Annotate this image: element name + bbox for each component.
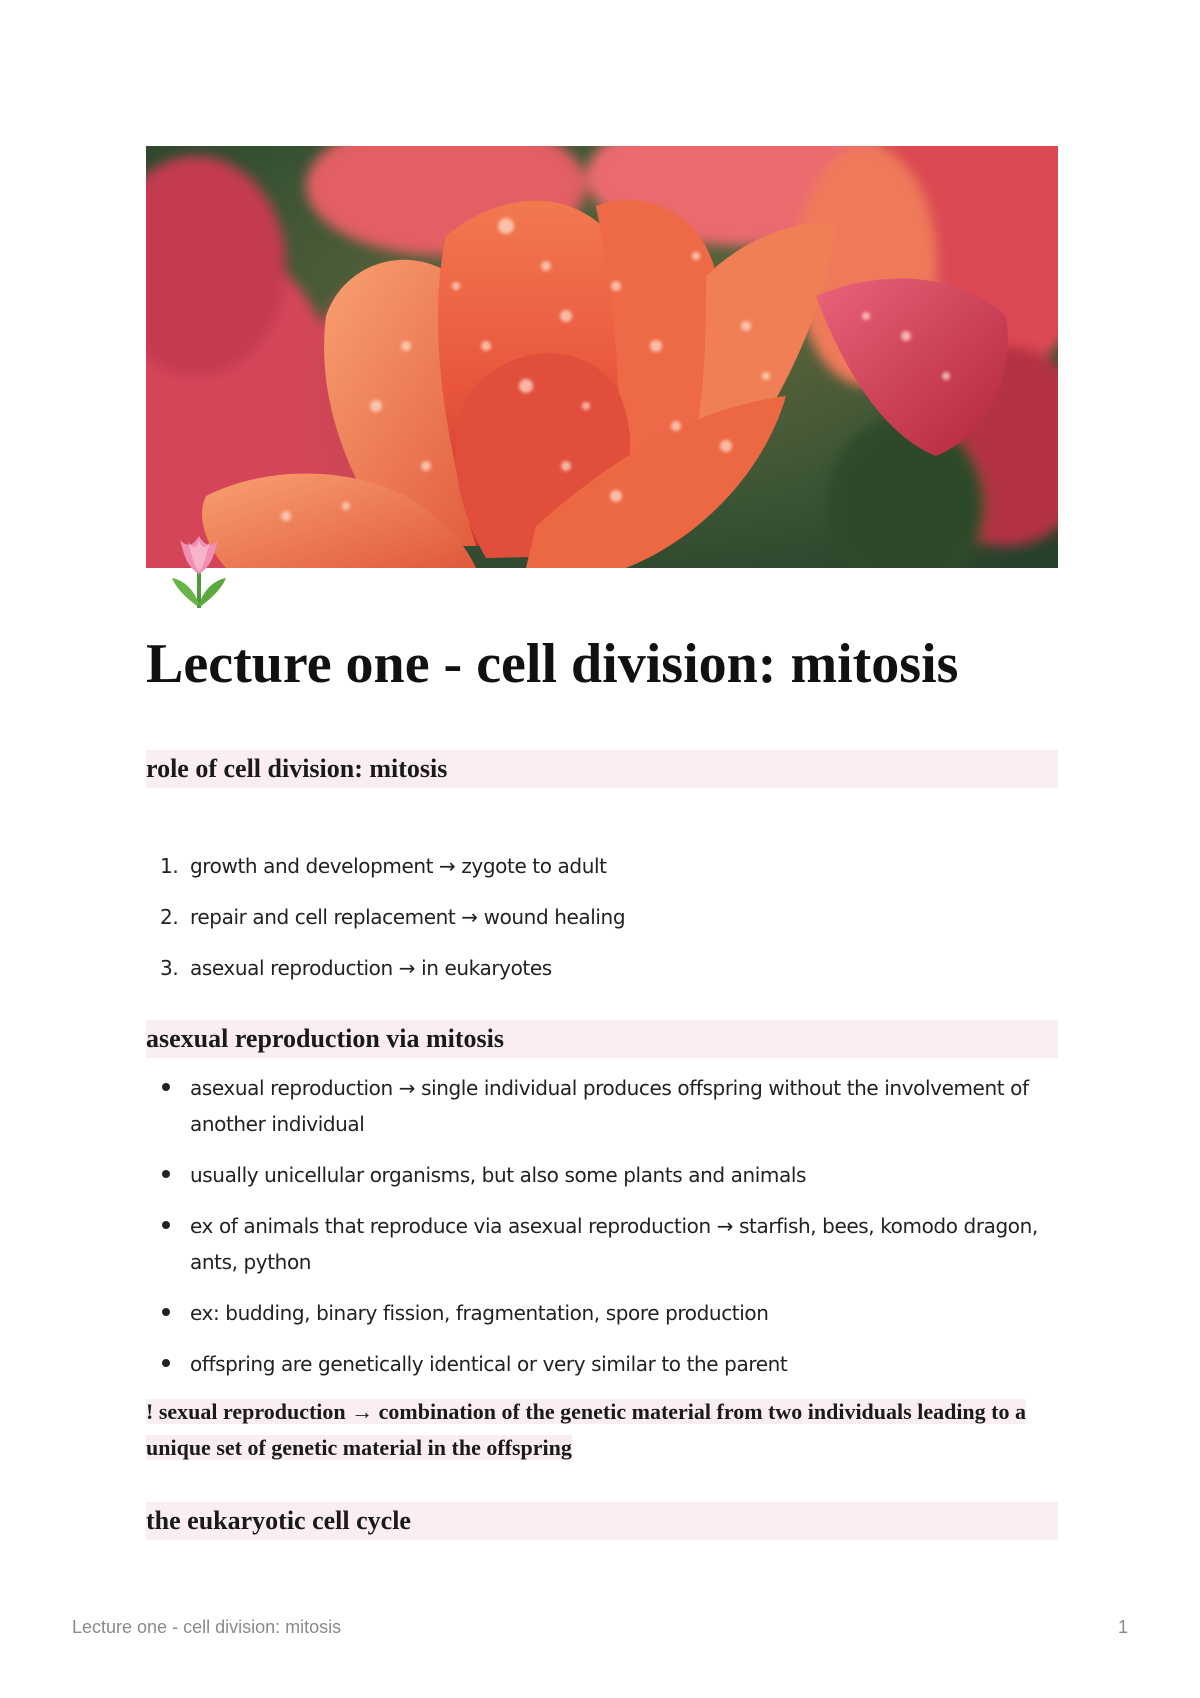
list-number: 1. (160, 854, 179, 878)
callout-note (146, 1394, 1058, 1466)
section-heading-asexual: asexual reproduction via mitosis (146, 1020, 1058, 1058)
tulip-photo (146, 146, 1058, 568)
section-heading-role: role of cell division: mitosis (146, 750, 1058, 788)
list-item-text: repair and cell replacement → wound healing (190, 905, 626, 929)
list-item (146, 1157, 1058, 1193)
list-item (146, 1346, 1058, 1382)
list-item (146, 954, 1058, 1005)
callout-text: ! sexual reproduction → combination of the genetic material from two individuals leading to a unique set of genetic material in the offspring (146, 1399, 1026, 1460)
bullet-icon (162, 1308, 170, 1316)
list-item (146, 1208, 1058, 1280)
list-item-text: asexual reproduction → in eukaryotes (190, 956, 552, 980)
role-numbered-list (146, 852, 1058, 1005)
list-item-text: offspring are genetically identical or very similar to the parent (190, 1352, 788, 1376)
bullet-icon (162, 1221, 170, 1229)
bullet-icon (162, 1359, 170, 1367)
list-item-text: growth and development → zygote to adult (190, 854, 607, 878)
list-item (146, 1070, 1058, 1142)
list-item (146, 903, 1058, 954)
list-number: 2. (160, 905, 179, 929)
bullet-icon (162, 1170, 170, 1178)
page-number: 1 (1117, 1617, 1128, 1637)
list-item-text: ex of animals that reproduce via asexual reproduction → starfish, bees, komodo dragon, ants, python (190, 1214, 1038, 1274)
bullet-icon (162, 1083, 170, 1091)
list-item (146, 852, 1058, 903)
footer-title: Lecture one - cell division: mitosis (72, 1617, 342, 1637)
section-heading-cycle: the eukaryotic cell cycle (146, 1502, 1058, 1540)
cover-image (146, 146, 1058, 568)
list-item-text: ex: budding, binary fission, fragmentation, spore production (190, 1301, 769, 1325)
page-title: Lecture one - cell division: mitosis (146, 633, 959, 695)
asexual-bullet-list (146, 1070, 1058, 1397)
tulip-icon (166, 528, 232, 612)
list-item-text: asexual reproduction → single individual produces offspring without the involvement of another individual (190, 1076, 1029, 1136)
list-number: 3. (160, 956, 179, 980)
list-item-text: usually unicellular organisms, but also some plants and animals (190, 1163, 807, 1187)
list-item (146, 1295, 1058, 1331)
